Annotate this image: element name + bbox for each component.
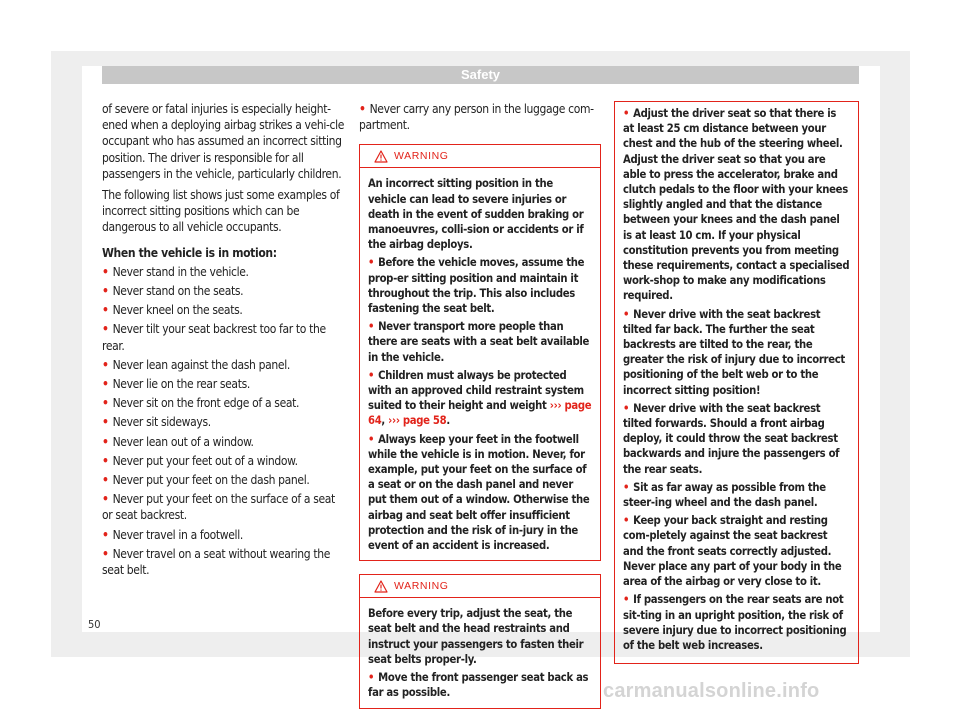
bullet-list — [623, 106, 850, 653]
bullet-dot: • — [102, 284, 109, 299]
bullet-dot: • — [368, 368, 375, 382]
bullet-dot: • — [102, 527, 109, 542]
bullet-dot: • — [368, 256, 375, 270]
bullet-list — [102, 264, 347, 578]
bullet-dot: • — [102, 377, 109, 392]
warning-header — [360, 575, 600, 598]
examples-paragraph: The following list shows just some examples of incorrect sitting positions which can be dangerous to all vehicle occupants. — [102, 188, 340, 235]
list-item: • If passengers on the rear seats are not sit-ting in an upright position, the risk of severe injury due to incorrect positioning of the belt web increases. — [623, 593, 847, 652]
motion-heading: When the vehicle is in motion: — [102, 245, 277, 260]
bullet-dot: • — [102, 322, 109, 337]
list-item: • Move the front passenger seat back as far as possible. — [368, 671, 589, 700]
list-item: • Never drive with the seat backrest tilted forwards. Should a front airbag deploy, it could throw the seat backrest backwards and injure the passengers of the rear seats. — [623, 401, 840, 476]
list-item: • Never put your feet out of a window. — [102, 453, 298, 468]
bullet-dot: • — [102, 546, 109, 561]
list-item: • Sit as far away as possible from the steer-ing wheel and the dash panel. — [623, 480, 826, 510]
bullet-dot: • — [368, 671, 375, 685]
bullet-dot: • — [623, 307, 630, 321]
list-item: • Never carry any person in the luggage com-partment. — [359, 102, 594, 133]
list-item: • Never tilt your seat backrest too far to the rear. — [102, 322, 326, 353]
page-reference-link[interactable]: ››› page 64 — [368, 399, 592, 428]
warning-text: An incorrect sitting position in the vehicle can lead to severe injuries or death in the event of sudden braking or manoeuvres, colli-sion or accidents or if the airbag deploys. — [368, 177, 584, 252]
warning-box — [359, 144, 601, 561]
section-header: Safety — [102, 66, 859, 84]
list-item: • Never lean out of a window. — [102, 434, 254, 449]
bullet-dot: • — [359, 102, 366, 116]
list-item: • Never travel in a footwell. — [102, 527, 243, 542]
warning-label: WARNING — [394, 149, 449, 162]
column-left — [102, 101, 347, 581]
bullet-dot: • — [368, 432, 375, 446]
list-item: • Always keep your feet in the footwell while the vehicle is in motion. Never, for example, put your feet on the surface of a seat or on the dash panel and never put them out of a window. Otherwise the airbag and seat belt offer insufficient protection and the risk of in-jury in the event of an accident is increased. — [368, 432, 590, 553]
warning-box — [359, 574, 601, 708]
list-item: • Never sit on the front edge of a seat. — [102, 396, 300, 411]
bullet-dot: • — [623, 593, 630, 607]
bullet-dot: • — [102, 264, 109, 279]
warning-header — [360, 145, 600, 168]
list-item: • Never travel on a seat without wearing the seat belt. — [102, 546, 331, 578]
intro-paragraph: of severe or fatal injuries is especially height-ened when a deploying airbag strikes a vehi-cle occupant who has assumed an incorrect sitting position. The driver is responsible for all passengers in the vehicle, particularly children. — [102, 102, 345, 181]
bullet-dot: • — [102, 357, 109, 372]
bullet-dot: • — [102, 396, 109, 411]
list-item: • Never sit sideways. — [102, 415, 211, 430]
bullet-dot: • — [102, 434, 109, 449]
page-reference-link[interactable]: ››› page 58 — [388, 414, 447, 428]
list-item: • Never lie on the rear seats. — [102, 377, 250, 392]
list-item: • Children must always be protected with an approved child restraint system suited to their height and weight ››› page 64, ››› page 58. — [368, 368, 592, 428]
bullet-dot: • — [102, 473, 109, 488]
warning-label: WARNING — [394, 579, 449, 592]
bullet-dot: • — [623, 401, 630, 415]
list-item: • Never transport more people than there are seats with a seat belt available in the vehicle. — [368, 320, 590, 364]
list-item: • Never stand on the seats. — [102, 284, 244, 299]
bullet-dot: • — [102, 453, 109, 468]
list-item: • Keep your back straight and resting com-pletely against the seat backrest and the front seats correctly adjusted. Never place any part of your body in the area of the airbag or very close to it. — [623, 514, 842, 589]
warning-box-continued — [614, 101, 859, 664]
bullet-dot: • — [623, 107, 630, 120]
list-item: • Never put your feet on the surface of a seat or seat backrest. — [102, 492, 335, 523]
bullet-dot: • — [102, 303, 109, 318]
warning-triangle-icon — [374, 580, 388, 593]
bullet-dot: • — [623, 480, 630, 494]
list-item: • Never put your feet on the dash panel. — [102, 473, 310, 488]
list-item: • Never drive with the seat backrest tilted far back. The further the seat backrests are tilted to the rear, the greater the risk of injury due to incorrect positioning of the belt web or to the incorrect sitting position! — [623, 307, 845, 397]
list-item: • Adjust the driver seat so that there is at least 25 cm distance between your chest and the hub of the steering wheel. Adjust the driver seat so that you are able to press the accelerator, brake and clutch pedals to the floor with your knees slightly angled and that the distance between your knees and the dash panel is at least 10 cm. If your physical constitution prevents you from meeting these requirements, contact a specialised work-shop to make any modifications required. — [623, 107, 850, 303]
watermark: carmanualsonline.info — [603, 680, 820, 702]
bullet-dot: • — [368, 320, 375, 334]
list-item: • Never stand in the vehicle. — [102, 264, 249, 279]
column-right — [614, 101, 859, 664]
column-middle — [359, 101, 601, 709]
list-item: • Before the vehicle moves, assume the prop-er sitting position and maintain it throughout the trip. This also includes fastening the seat belt. — [368, 256, 585, 316]
list-item: • Never kneel on the seats. — [102, 303, 243, 318]
bullet-dot: • — [102, 492, 109, 507]
warning-triangle-icon — [374, 150, 388, 163]
list-item: • Never lean against the dash panel. — [102, 357, 290, 372]
page-number: 50 — [88, 618, 101, 631]
bullet-dot: • — [623, 514, 630, 528]
bullet-dot: • — [102, 415, 109, 430]
warning-text: Before every trip, adjust the seat, the seat belt and the head restraints and instruct your passengers to fasten their seat belts proper-ly. — [368, 607, 584, 666]
